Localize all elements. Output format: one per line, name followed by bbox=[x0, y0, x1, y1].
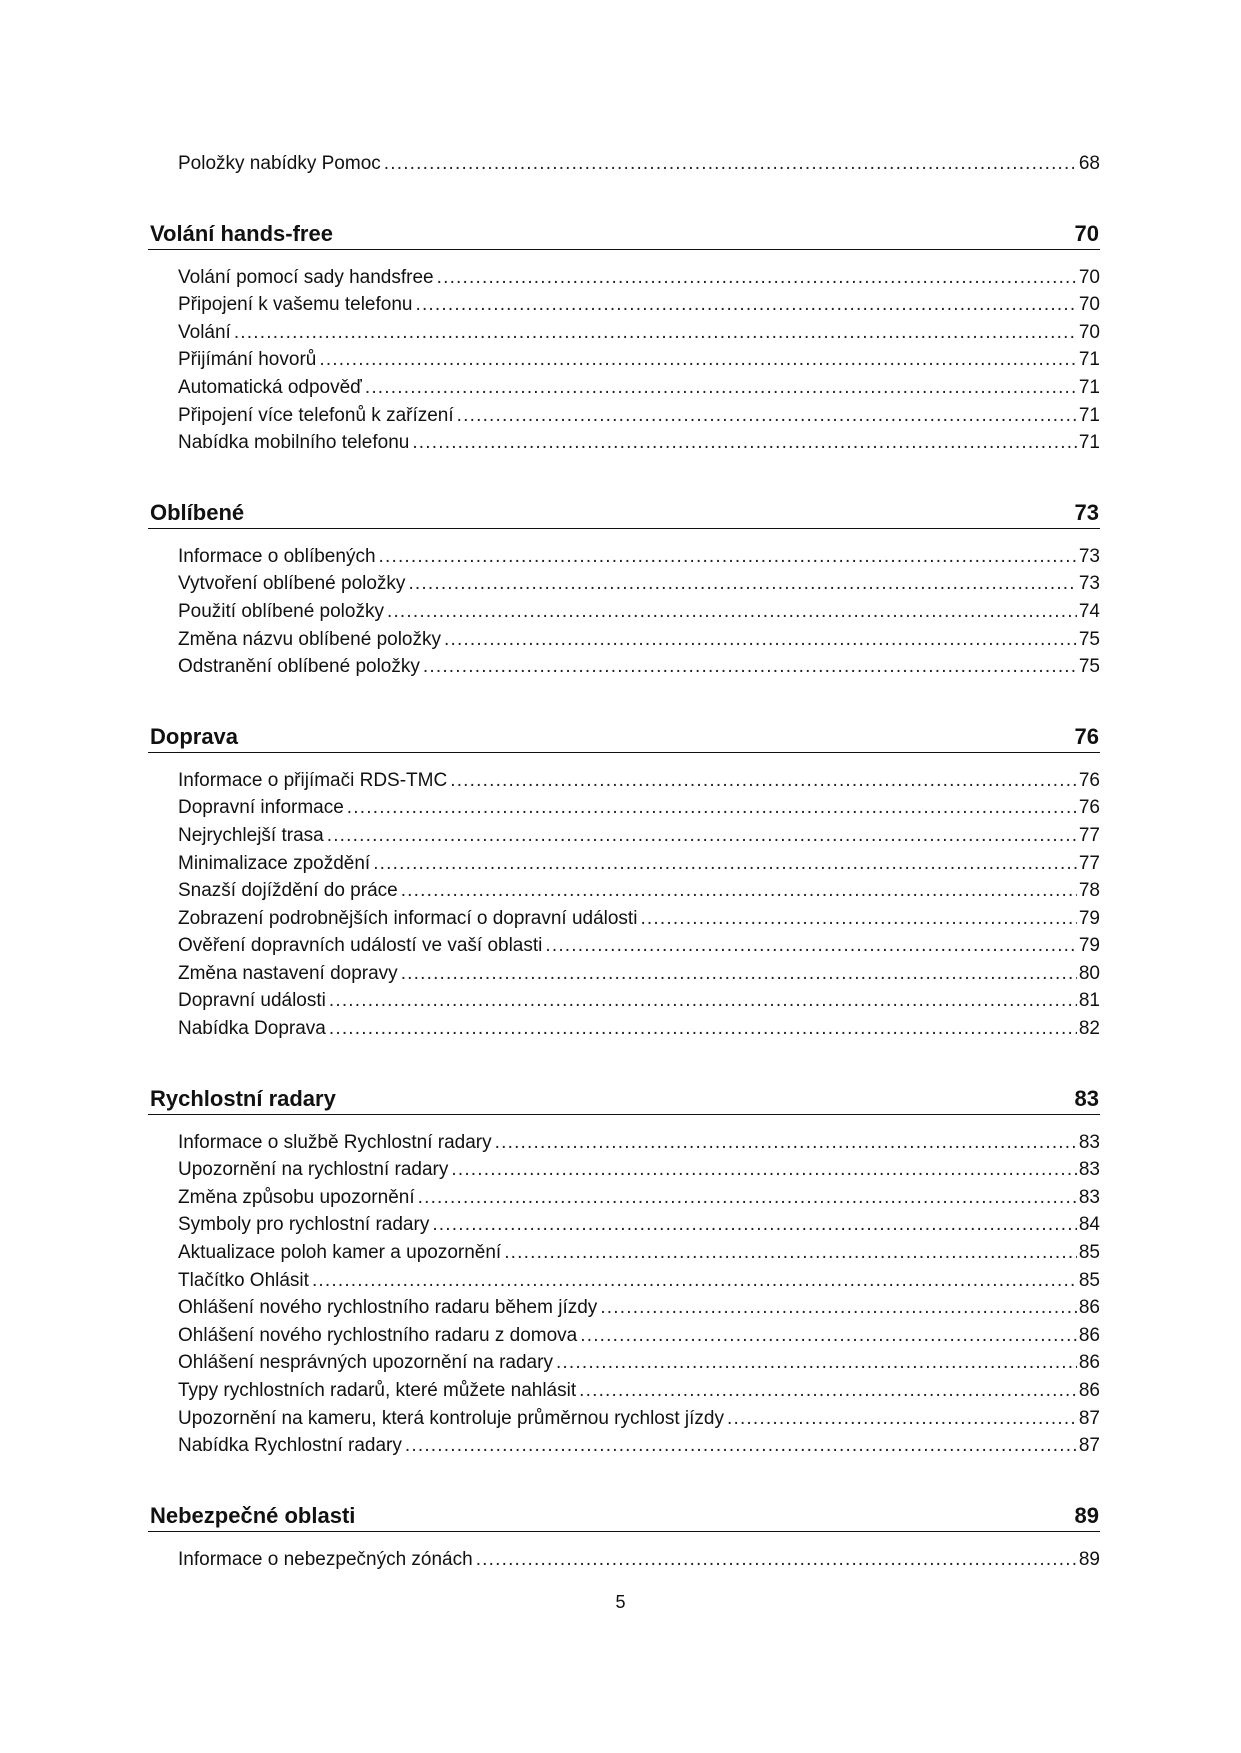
toc-entry[interactable] bbox=[178, 960, 1100, 988]
section-page: 73 bbox=[1074, 499, 1099, 525]
toc-entry[interactable] bbox=[178, 570, 1100, 598]
toc-entry-title: Ohlášení nesprávných upozornění na radary bbox=[178, 1352, 553, 1374]
toc-entry-title: Položky nabídky Pomoc bbox=[178, 153, 381, 174]
toc-entry[interactable] bbox=[178, 794, 1100, 822]
toc-entry-title: Nejrychlejší trasa bbox=[178, 824, 324, 846]
toc-entry[interactable] bbox=[178, 1432, 1100, 1460]
toc-entry-page: 73 bbox=[1078, 573, 1100, 595]
toc-entry[interactable] bbox=[178, 1405, 1100, 1433]
toc-entry-page: 71 bbox=[1078, 432, 1100, 454]
toc-entry-page: 85 bbox=[1078, 1269, 1100, 1291]
toc-entry-page: 70 bbox=[1078, 294, 1100, 316]
dot-leader bbox=[432, 1211, 1077, 1239]
toc-section bbox=[148, 1065, 1100, 1460]
toc-entry-title: Odstranění oblíbené položky bbox=[178, 656, 420, 678]
toc-entry-title: Typy rychlostních radarů, které můžete nahlásit bbox=[178, 1380, 577, 1401]
section-heading[interactable] bbox=[148, 479, 1100, 529]
toc-entry-page: 68 bbox=[1078, 153, 1100, 174]
dot-leader bbox=[412, 429, 1077, 457]
toc-entry-title: Upozornění na rychlostní radary bbox=[178, 1159, 449, 1181]
toc-entry-page: 70 bbox=[1078, 266, 1100, 288]
toc-entry-page: 79 bbox=[1078, 907, 1100, 929]
section-title: Oblíbené bbox=[150, 499, 245, 525]
toc-entry[interactable] bbox=[178, 822, 1100, 850]
toc-entry-page: 76 bbox=[1078, 797, 1100, 819]
toc-entry-title: Tlačítko Ohlásit bbox=[178, 1269, 309, 1291]
toc-entry-title: Změna nastavení dopravy bbox=[178, 962, 398, 984]
toc-entry[interactable] bbox=[178, 1211, 1100, 1239]
section-page: 83 bbox=[1074, 1085, 1099, 1111]
section-page: 70 bbox=[1074, 220, 1099, 246]
toc-entry[interactable] bbox=[178, 1015, 1100, 1043]
toc-entry-page: 87 bbox=[1078, 1435, 1100, 1457]
dot-leader bbox=[408, 570, 1076, 598]
toc-entry-title: Informace o přijímači RDS-TMC bbox=[178, 769, 448, 791]
dot-leader bbox=[319, 346, 1077, 374]
section-title: Rychlostní radary bbox=[150, 1085, 336, 1111]
section-page: 76 bbox=[1074, 723, 1099, 749]
toc-entry-title: Vytvoření oblíbené položky bbox=[178, 573, 406, 595]
toc-entry-page: 78 bbox=[1078, 880, 1100, 902]
toc-entry-page: 83 bbox=[1078, 1131, 1100, 1153]
dot-leader bbox=[495, 1129, 1077, 1157]
toc-entry[interactable] bbox=[178, 905, 1100, 933]
toc-entry-title: Změna názvu oblíbené položky bbox=[178, 628, 441, 650]
dot-leader bbox=[347, 794, 1077, 822]
toc-entry[interactable] bbox=[178, 374, 1100, 402]
dot-leader bbox=[444, 626, 1077, 654]
section-page: 89 bbox=[1074, 1502, 1099, 1528]
section-title: Nebezpečné oblasti bbox=[150, 1502, 356, 1528]
toc-entry-title: Nabídka Rychlostní radary bbox=[178, 1435, 402, 1457]
dot-leader bbox=[329, 987, 1077, 1015]
dot-leader bbox=[556, 1349, 1077, 1377]
toc-entry[interactable] bbox=[178, 1546, 1100, 1574]
toc-entry-title: Změna způsobu upozornění bbox=[178, 1186, 415, 1208]
toc-entry-title: Volání bbox=[178, 321, 231, 343]
section-title: Doprava bbox=[150, 723, 239, 749]
dot-leader bbox=[379, 543, 1077, 571]
toc-entry[interactable] bbox=[178, 1294, 1100, 1322]
toc-entry[interactable] bbox=[178, 850, 1100, 878]
toc-entry[interactable] bbox=[178, 1377, 1100, 1405]
toc-entry-title: Dopravní informace bbox=[178, 797, 344, 819]
toc-entry[interactable] bbox=[178, 1184, 1100, 1212]
dot-leader bbox=[415, 291, 1076, 319]
dot-leader bbox=[384, 150, 1077, 178]
toc-entry-page: 71 bbox=[1078, 404, 1100, 426]
toc-entry[interactable] bbox=[178, 626, 1100, 654]
toc-entry-page: 83 bbox=[1078, 1186, 1100, 1208]
toc-entry[interactable] bbox=[178, 264, 1100, 292]
toc-entry-page: 86 bbox=[1078, 1324, 1100, 1346]
toc-entry-title: Automatická odpověď bbox=[178, 376, 362, 398]
dot-leader bbox=[405, 1432, 1077, 1460]
dot-leader bbox=[451, 1156, 1076, 1184]
section-title: Volání hands-free bbox=[150, 220, 333, 246]
table-of-contents bbox=[148, 150, 1100, 1573]
dot-leader bbox=[600, 1294, 1077, 1322]
dot-leader bbox=[373, 850, 1077, 878]
toc-entry-title: Přijímání hovorů bbox=[178, 349, 317, 371]
toc-entry[interactable] bbox=[178, 1129, 1100, 1157]
toc-section bbox=[148, 703, 1100, 1043]
dot-leader bbox=[504, 1239, 1077, 1267]
toc-entry-page: 80 bbox=[1078, 962, 1100, 984]
toc-entry-page: 70 bbox=[1078, 321, 1100, 343]
toc-entry[interactable] bbox=[178, 291, 1100, 319]
dot-leader bbox=[476, 1546, 1077, 1574]
toc-entry-page: 74 bbox=[1078, 600, 1100, 622]
toc-entry-title: Připojení více telefonů k zařízení bbox=[178, 404, 454, 426]
dot-leader bbox=[312, 1267, 1077, 1295]
toc-entry-page: 87 bbox=[1078, 1407, 1100, 1429]
dot-leader bbox=[401, 960, 1077, 988]
toc-entry[interactable] bbox=[178, 877, 1100, 905]
toc-entry[interactable] bbox=[178, 429, 1100, 457]
toc-entry[interactable] bbox=[178, 1239, 1100, 1267]
toc-entry-page: 76 bbox=[1078, 769, 1100, 791]
dot-leader bbox=[365, 374, 1077, 402]
toc-entry-page: 77 bbox=[1078, 852, 1100, 874]
toc-entry[interactable] bbox=[178, 767, 1100, 795]
toc-entry-title: Nabídka mobilního telefonu bbox=[178, 432, 410, 454]
toc-entry[interactable] bbox=[178, 150, 1100, 178]
toc-entry-title: Ohlášení nového rychlostního radaru z domova bbox=[178, 1324, 578, 1346]
toc-entry-page: 86 bbox=[1078, 1297, 1100, 1319]
toc-entry[interactable] bbox=[178, 319, 1100, 347]
toc-entry-title: Připojení k vašemu telefonu bbox=[178, 294, 413, 316]
dot-leader bbox=[437, 264, 1077, 292]
toc-entry-title: Použití oblíbené položky bbox=[178, 600, 384, 622]
toc-entry[interactable] bbox=[178, 932, 1100, 960]
toc-entry-title: Dopravní události bbox=[178, 990, 326, 1012]
dot-leader bbox=[327, 822, 1077, 850]
section-heading[interactable] bbox=[148, 200, 1100, 250]
dot-leader bbox=[457, 402, 1077, 430]
toc-entry-title: Symboly pro rychlostní radary bbox=[178, 1214, 430, 1236]
dot-leader bbox=[387, 598, 1077, 626]
toc-entry-page: 82 bbox=[1078, 1018, 1100, 1040]
toc-entry-title: Informace o službě Rychlostní radary bbox=[178, 1131, 492, 1153]
toc-entry[interactable] bbox=[178, 987, 1100, 1015]
dot-leader bbox=[545, 932, 1076, 960]
section-heading[interactable] bbox=[148, 1065, 1100, 1115]
toc-entry-page: 83 bbox=[1078, 1159, 1100, 1181]
toc-section bbox=[148, 1482, 1100, 1574]
toc-entry-page: 86 bbox=[1078, 1380, 1100, 1401]
dot-leader bbox=[640, 905, 1076, 933]
toc-entry-page: 71 bbox=[1078, 376, 1100, 398]
toc-entry-title: Informace o oblíbených bbox=[178, 545, 376, 567]
toc-entry-title: Aktualizace poloh kamer a upozornění bbox=[178, 1242, 502, 1264]
toc-entry-page: 77 bbox=[1078, 824, 1100, 846]
toc-entry[interactable] bbox=[178, 346, 1100, 374]
toc-entry-page: 89 bbox=[1078, 1548, 1100, 1570]
toc-entry-page: 73 bbox=[1078, 545, 1100, 567]
toc-entry[interactable] bbox=[178, 1267, 1100, 1295]
toc-entry-title: Nabídka Doprava bbox=[178, 1018, 326, 1040]
toc-entry-title: Ověření dopravních událostí ve vaší oblasti bbox=[178, 935, 543, 957]
toc-entry[interactable] bbox=[178, 1322, 1100, 1350]
page-number: 5 bbox=[615, 1592, 626, 1612]
toc-entry-title: Snazší dojíždění do práce bbox=[178, 880, 398, 902]
toc-entry-title: Minimalizace zpoždění bbox=[178, 852, 371, 874]
dot-leader bbox=[580, 1322, 1077, 1350]
toc-entry-title: Informace o nebezpečných zónách bbox=[178, 1548, 473, 1570]
toc-entry[interactable] bbox=[178, 543, 1100, 571]
toc-entry-page: 71 bbox=[1078, 349, 1100, 371]
toc-entry-title: Volání pomocí sady handsfree bbox=[178, 266, 434, 288]
toc-entry[interactable] bbox=[178, 1349, 1100, 1377]
dot-leader bbox=[579, 1377, 1077, 1405]
toc-section bbox=[148, 479, 1100, 681]
dot-leader bbox=[450, 767, 1077, 795]
toc-entry-title: Zobrazení podrobnějších informací o dopravní události bbox=[178, 907, 638, 929]
toc-entry-title: Upozornění na kameru, která kontroluje průměrnou rychlost jízdy bbox=[178, 1407, 724, 1429]
toc-entry-page: 84 bbox=[1078, 1214, 1100, 1236]
toc-entry[interactable] bbox=[178, 598, 1100, 626]
toc-entry[interactable] bbox=[178, 1156, 1100, 1184]
toc-entry[interactable] bbox=[178, 402, 1100, 430]
toc-entry-page: 75 bbox=[1078, 656, 1100, 678]
toc-entry-page: 81 bbox=[1078, 990, 1100, 1012]
dot-leader bbox=[418, 1184, 1077, 1212]
dot-leader bbox=[727, 1405, 1077, 1433]
dot-leader bbox=[423, 653, 1077, 681]
dot-leader bbox=[329, 1015, 1077, 1043]
toc-entry-page: 86 bbox=[1078, 1352, 1100, 1374]
section-heading[interactable] bbox=[148, 1482, 1100, 1532]
toc-section bbox=[148, 200, 1100, 457]
dot-leader bbox=[234, 319, 1077, 347]
toc-entry-page: 75 bbox=[1078, 628, 1100, 650]
toc-entry-page: 85 bbox=[1078, 1242, 1100, 1264]
toc-entry-page: 79 bbox=[1078, 935, 1100, 957]
section-heading[interactable] bbox=[148, 703, 1100, 753]
toc-entry[interactable] bbox=[178, 653, 1100, 681]
dot-leader bbox=[401, 877, 1077, 905]
toc-entry-title: Ohlášení nového rychlostního radaru během jízdy bbox=[178, 1297, 598, 1319]
